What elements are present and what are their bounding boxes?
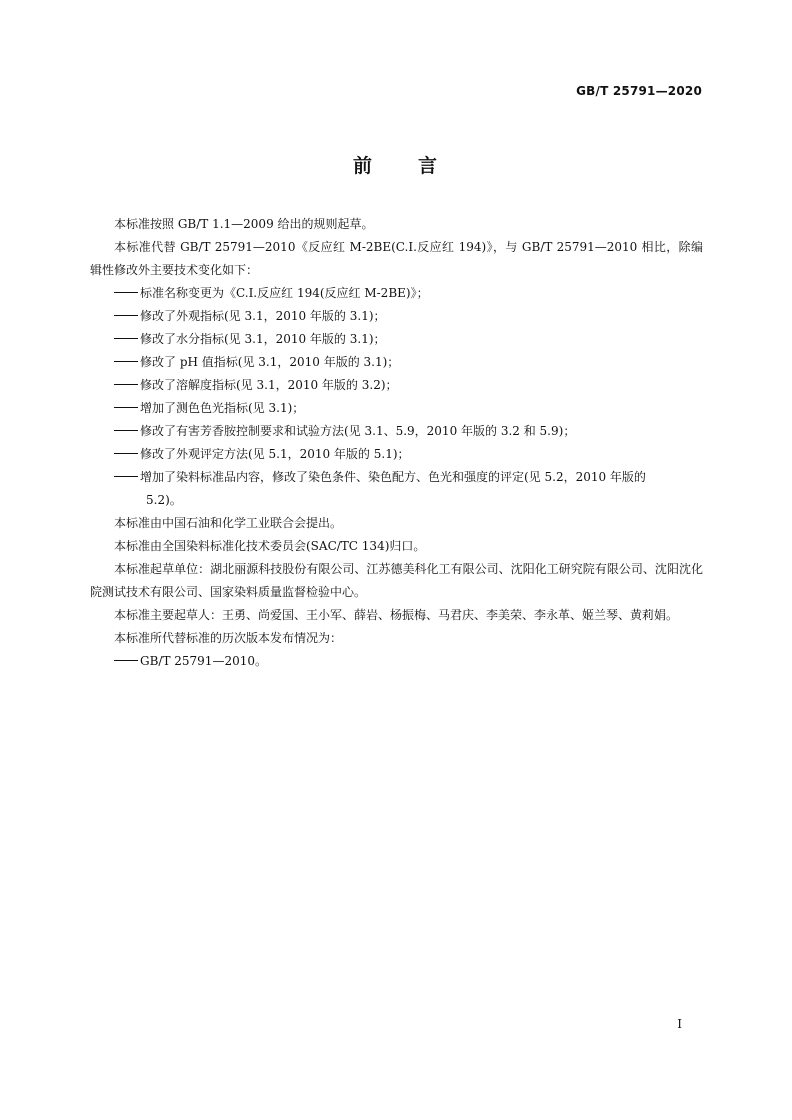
page-number: I	[677, 1017, 682, 1031]
change-list	[90, 282, 703, 512]
dash-mark	[114, 453, 138, 455]
page-title	[0, 151, 792, 178]
dash-mark	[114, 361, 138, 363]
paragraph-history-intro: 本标准所代替标准的历次版本发布情况为：	[114, 631, 343, 645]
title-char-2: 言	[418, 155, 440, 177]
dash-mark	[114, 476, 138, 478]
list-item: 增加了测色色光指标(见 3.1)；	[90, 397, 703, 420]
paragraph-drafting-rules: 本标准按照 GB/T 1.1—2009 给出的规则起草。	[114, 217, 374, 231]
paragraph-replacement: 本标准代替 GB/T 25791—2010《反应红 M-2BE(C.I.反应红 194)》，与 GB/T 25791—2010 相比，除编辑性修改外主要技术变化如下：	[90, 240, 703, 277]
list-item: 修改了外观指标(见 3.1，2010 年版的 3.1)；	[90, 305, 703, 328]
title-char-1: 前	[352, 155, 374, 177]
list-item: 修改了有害芳香胺控制要求和试验方法(见 3.1、5.9，2010 年版的 3.2 和 5.9)；	[90, 420, 703, 443]
paragraph-drafting-units: 本标准起草单位：湖北丽源科技股份有限公司、江苏德美科化工有限公司、沈阳化工研究院有限公司、沈阳沈化院测试技术有限公司、国家染料质量监督检验中心。	[90, 562, 703, 599]
paragraph-drafters: 本标准主要起草人：王勇、尚爱国、王小军、薛岩、杨振梅、马君庆、李美荣、李永革、姬兰琴、黄莉娟。	[114, 608, 679, 622]
document-body	[90, 213, 703, 673]
list-item: 修改了 pH 值指标(见 3.1，2010 年版的 3.1)；	[90, 351, 703, 374]
dash-mark	[114, 338, 138, 340]
dash-mark	[114, 292, 138, 294]
paragraph-committee: 本标准由全国染料标准化技术委员会(SAC/TC 134)归口。	[114, 539, 426, 553]
dash-mark	[114, 407, 138, 409]
dash-mark	[114, 384, 138, 386]
dash-mark	[114, 660, 138, 662]
dash-mark	[114, 430, 138, 432]
list-item: 修改了溶解度指标(见 3.1，2010 年版的 3.2)；	[90, 374, 703, 397]
list-item: 修改了水分指标(见 3.1，2010 年版的 3.1)；	[90, 328, 703, 351]
list-item: 标准名称变更为《C.I.反应红 194(反应红 M-2BE)》；	[90, 282, 703, 305]
list-item: 增加了染料标准品内容，修改了染色条件、染色配方、色光和强度的评定(见 5.2，2010 年版的 5.2)。	[90, 466, 703, 512]
list-item-continuation: 5.2)。	[146, 493, 182, 507]
history-item: GB/T 25791—2010。	[90, 650, 703, 673]
list-item: 修改了外观评定方法(见 5.1，2010 年版的 5.1)；	[90, 443, 703, 466]
dash-mark	[114, 315, 138, 317]
header-standard-code: GB/T 25791—2020	[576, 84, 702, 98]
paragraph-proposer: 本标准由中国石油和化学工业联合会提出。	[114, 516, 343, 530]
